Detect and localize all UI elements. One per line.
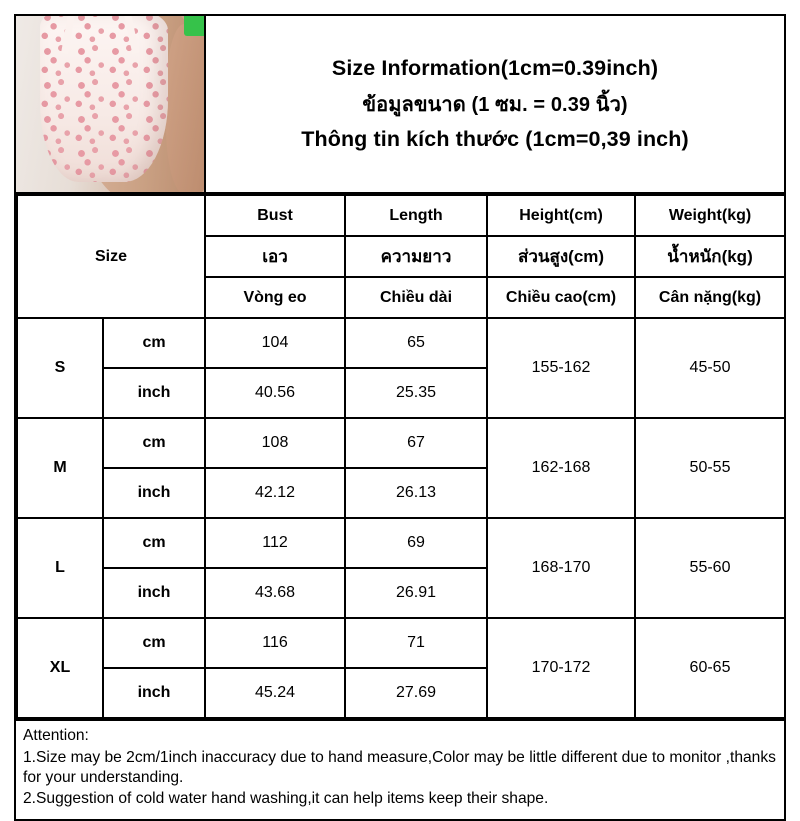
length-cm-xl: 71 [345, 618, 487, 668]
attention-line-1: 1.Size may be 2cm/1inch inaccuracy due to hand measure,Color may be little different due to monitor ,thanks for your understanding. [23, 748, 776, 787]
header-height-en: Height(cm) [487, 195, 635, 236]
header-weight-en: Weight(kg) [635, 195, 785, 236]
length-cm-l: 69 [345, 518, 487, 568]
table-row [17, 518, 785, 568]
header-height-vi: Chiều cao(cm) [487, 277, 635, 318]
bust-inch-xl: 45.24 [205, 668, 345, 718]
product-photo [16, 16, 206, 192]
weight-s: 45-50 [635, 318, 785, 418]
size-chart-sheet [14, 14, 786, 821]
row-size-xl: XL [17, 618, 103, 718]
title-vietnamese: Thông tin kích thước (1cm=0,39 inch) [301, 127, 689, 151]
length-inch-xl: 27.69 [345, 668, 487, 718]
height-l: 168-170 [487, 518, 635, 618]
unit-inch-l: inch [103, 568, 205, 618]
bust-inch-s: 40.56 [205, 368, 345, 418]
bust-cm-l: 112 [205, 518, 345, 568]
attention-line-2: 2.Suggestion of cold water hand washing,it can help items keep their shape. [23, 789, 549, 807]
unit-cm-l: cm [103, 518, 205, 568]
title-english: Size Information(1cm=0.39inch) [331, 56, 659, 80]
title-block [206, 16, 784, 192]
unit-inch-xl: inch [103, 668, 205, 718]
bust-inch-l: 43.68 [205, 568, 345, 618]
height-xl: 170-172 [487, 618, 635, 718]
length-inch-l: 26.91 [345, 568, 487, 618]
unit-cm-s: cm [103, 318, 205, 368]
attention-title: Attention: [23, 727, 89, 744]
weight-xl: 60-65 [635, 618, 785, 718]
header-bust-en: Bust [205, 195, 345, 236]
length-inch-m: 26.13 [345, 468, 487, 518]
height-s: 155-162 [487, 318, 635, 418]
attention-block [16, 719, 784, 819]
weight-l: 55-60 [635, 518, 785, 618]
table-header-row-en [17, 195, 785, 236]
row-size-m: M [17, 418, 103, 518]
weight-m: 50-55 [635, 418, 785, 518]
header-weight-th: น้ำหนัก(kg) [635, 236, 785, 277]
header-weight-vi: Cân nặng(kg) [635, 277, 785, 318]
header-length-vi: Chiều dài [345, 277, 487, 318]
bust-cm-s: 104 [205, 318, 345, 368]
size-header-cell: Size [17, 195, 205, 318]
unit-inch-s: inch [103, 368, 205, 418]
header-length-th: ความยาว [345, 236, 487, 277]
bust-cm-xl: 116 [205, 618, 345, 668]
floral-dress [40, 16, 168, 182]
header-bust-vi: Vòng eo [205, 277, 345, 318]
unit-cm-m: cm [103, 418, 205, 468]
header-height-th: ส่วนสูง(cm) [487, 236, 635, 277]
unit-inch-m: inch [103, 468, 205, 518]
bust-cm-m: 108 [205, 418, 345, 468]
length-cm-s: 65 [345, 318, 487, 368]
chart-header [16, 16, 784, 194]
model-arm [166, 24, 206, 192]
length-inch-s: 25.35 [345, 368, 487, 418]
table-row [17, 618, 785, 668]
unit-cm-xl: cm [103, 618, 205, 668]
header-bust-th: เอว [205, 236, 345, 277]
row-size-s: S [17, 318, 103, 418]
title-thai: ข้อมูลขนาด (1 ซม. = 0.39 นิ้ว) [362, 94, 628, 116]
height-m: 162-168 [487, 418, 635, 518]
size-table [16, 194, 786, 719]
table-row [17, 318, 785, 368]
row-size-l: L [17, 518, 103, 618]
length-cm-m: 67 [345, 418, 487, 468]
bust-inch-m: 42.12 [205, 468, 345, 518]
table-row [17, 418, 785, 468]
header-length-en: Length [345, 195, 487, 236]
green-badge-icon [184, 16, 206, 36]
